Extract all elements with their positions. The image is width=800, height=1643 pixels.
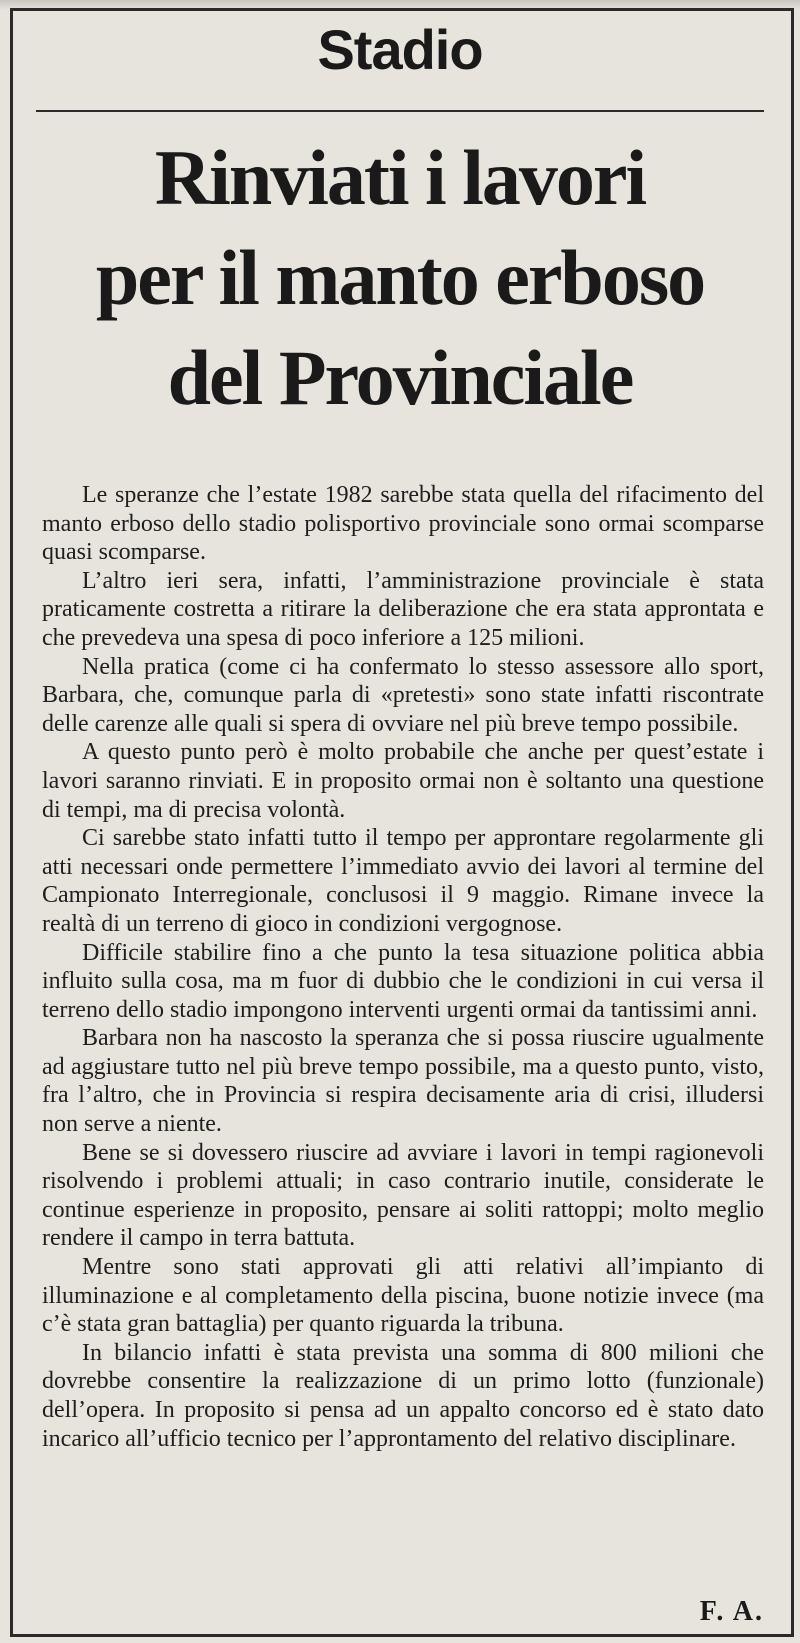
headline-line-2: per il manto erboso bbox=[95, 234, 705, 321]
paragraph: Nella pratica (come ci ha confermato lo stesso assessore allo sport, Barbara, che, comunque parla di «pretesti» sono state infatti riscontrate delle carenze alle quali si spera di ovviare nel più breve tempo possibile. bbox=[42, 653, 764, 737]
paragraph: Ci sarebbe stato infatti tutto il tempo per approntare regolarmente gli atti necessari onde permettere l’immediato avvio dei lavori al termine del Campionato Interregionale, conclusosi il 9 maggio. Rimane invece la realtà di un terreno di gioco in condizioni vergognose. bbox=[42, 825, 764, 937]
paragraph: L’altro ieri sera, infatti, l’amministrazione provinciale è stata praticamente costretta a ritirare la deliberazione che era stata approntata e che prevedeva una spesa di poco inferiore a 125 milioni. bbox=[42, 567, 764, 651]
paragraph: Bene se si dovessero riuscire ad avviare i lavori in tempi ragionevoli risolvendo i problemi attuali; in caso contrario inutile, considerate le continue esperienze in proposito, pensare ai soliti rattoppi; molto meglio rendere il campo in terra battuta. bbox=[42, 1139, 764, 1252]
paragraph: Mentre sono stati approvati gli atti relativi all’impianto di illuminazione e al completamento della piscina, buone notizie invece (ma c’è stata gran battaglia) per quanto riguarda la tribuna. bbox=[42, 1254, 764, 1338]
section-rule bbox=[36, 110, 764, 112]
paragraph: Difficile stabilire fino a che punto la tesa situazione politica abbia influito sulla cosa, ma m fuor di dubbio che le condizioni in cui versa il terreno dello stadio impongono interventi urgenti ormai da tantissimi anni. bbox=[42, 939, 764, 1023]
headline bbox=[20, 128, 780, 428]
paragraph: A questo punto però è molto probabile che anche per quest’estate i lavori saranno rinviati. E in proposito ormai non è soltanto una questione di tempi, ma di precisa volontà. bbox=[42, 739, 764, 823]
author-signature: F. A. bbox=[699, 1596, 764, 1627]
paragraph: Le speranze che l’estate 1982 sarebbe stata quella del rifacimento del manto erboso dello stadio polisportivo provinciale sono ormai scomparse quasi scomparse. bbox=[42, 482, 764, 566]
section-title: Stadio bbox=[317, 18, 483, 81]
headline-line-3: del Provinciale bbox=[167, 334, 633, 421]
paragraph: In bilancio infatti è stata prevista una somma di 800 milioni che dovrebbe consentire la realizzazione di un primo lotto (funzionale) dell’opera. In proposito si pensa ad un appalto concorso ed è stato dato incarico all’ufficio tecnico per l’approntamento del relativo disciplinare. bbox=[42, 1339, 764, 1452]
article-body bbox=[42, 481, 764, 1453]
headline-line-1: Rinviati i lavori bbox=[154, 134, 646, 221]
paragraph: Barbara non ha nascosto la speranza che si possa riuscire ugualmente ad aggiustare tutto nel più breve tempo possibile, ma a questo punto, visto, fra l’altro, che in Provincia si respira decisamente aria di crisi, illudersi non serve a niente. bbox=[42, 1025, 764, 1138]
